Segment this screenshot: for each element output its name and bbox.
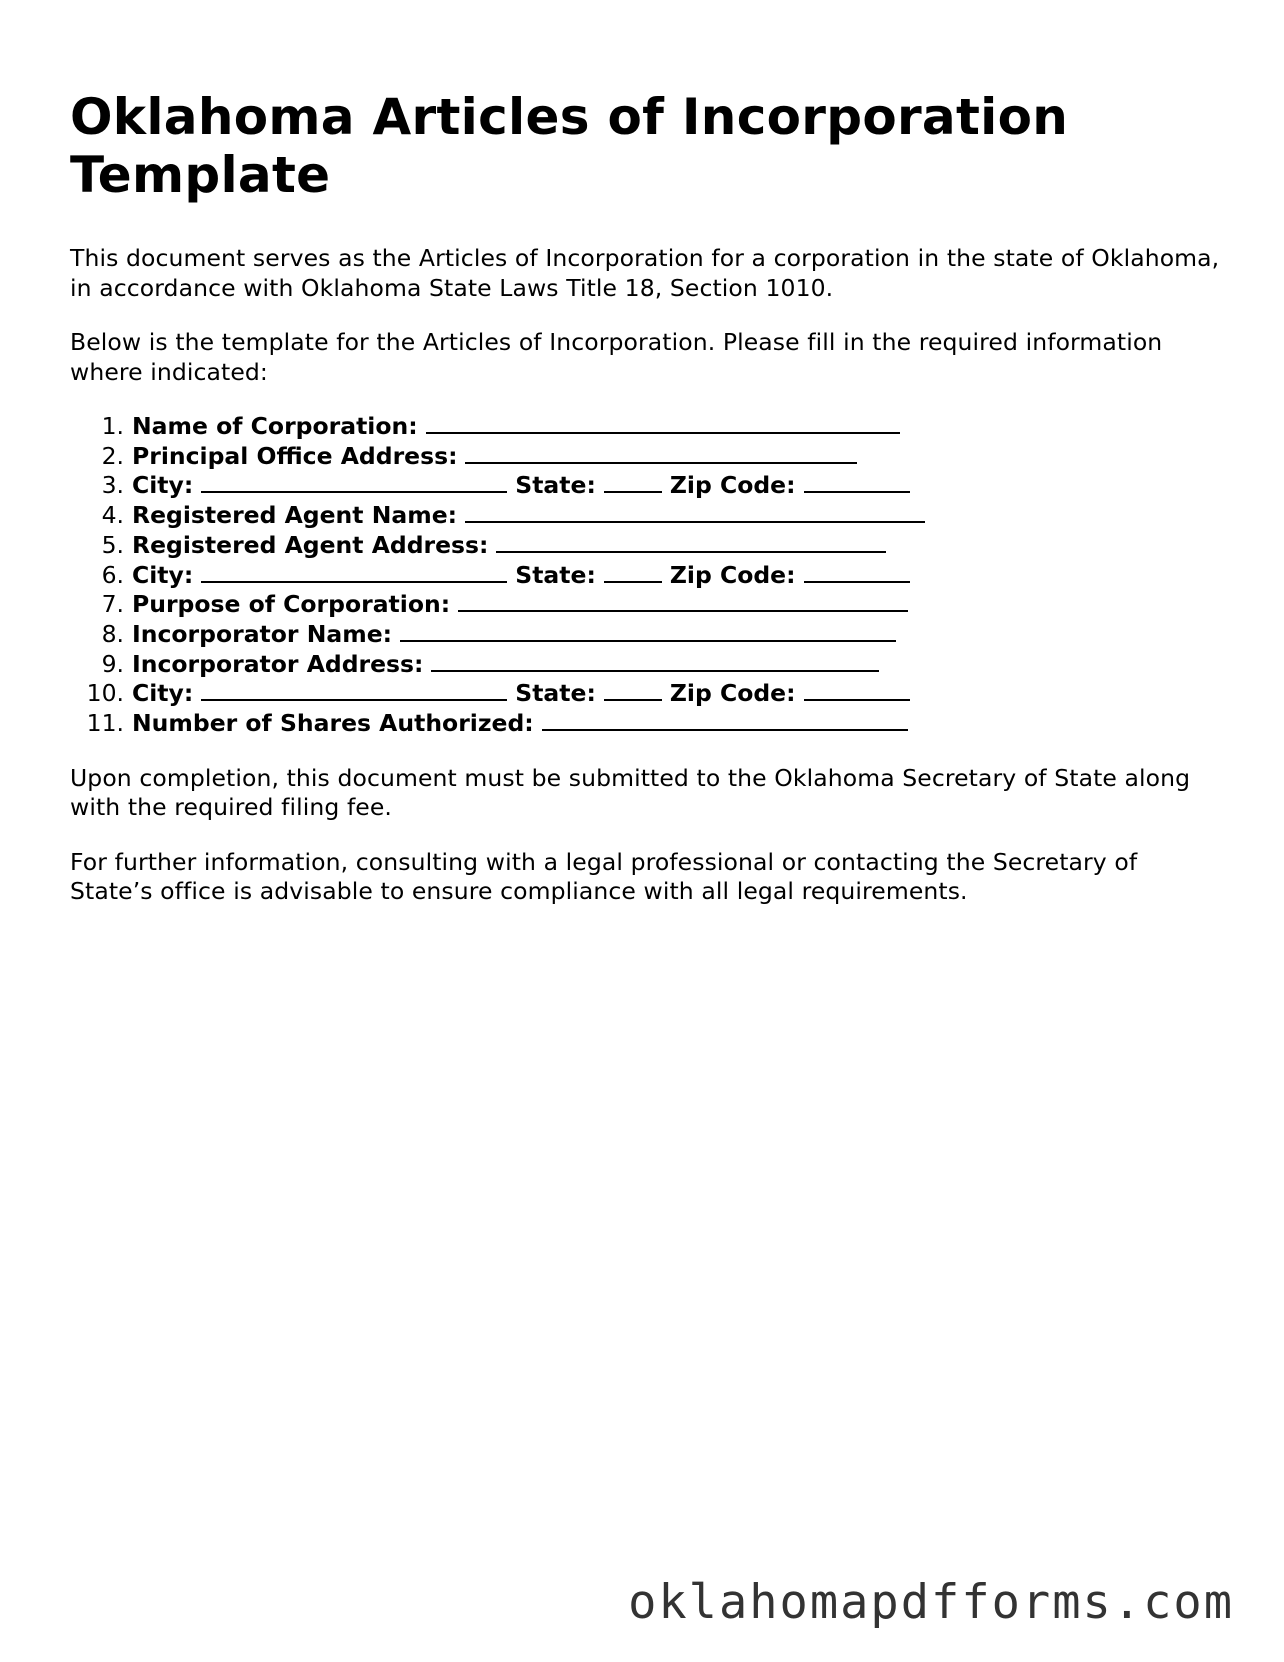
instructions-paragraph: Below is the template for the Articles of Incorporation. Please fill in the required information where indicated: <box>70 328 1163 386</box>
field-label: Incorporator Name: <box>132 619 393 648</box>
zip-blank-line[interactable] <box>804 679 910 701</box>
site-watermark: oklahomapdfforms.com <box>628 1575 1234 1630</box>
state-blank-line[interactable] <box>604 561 662 583</box>
city-blank-line[interactable] <box>201 561 507 583</box>
document-title: Oklahoma Articles of Incorporation Template <box>70 88 1069 204</box>
field-incorporator-address <box>70 650 1220 680</box>
field-label: Registered Agent Name: <box>132 501 458 530</box>
city-blank-line[interactable] <box>201 471 507 493</box>
blank-line[interactable] <box>465 442 857 464</box>
field-number: 8. <box>101 619 124 648</box>
field-label: City: <box>132 679 194 708</box>
zip-label: Zip Code: <box>669 560 796 589</box>
intro-paragraph: This document serves as the Articles of Incorporation for a corporation in the state of Oklahoma, in accordance with Oklahoma State Laws Title 18, Section 1010. <box>70 244 1220 302</box>
field-label: City: <box>132 471 194 500</box>
field-number: 3. <box>101 471 124 500</box>
field-registered-agent-name <box>70 501 1220 531</box>
blank-line[interactable] <box>400 620 896 642</box>
field-city-state-zip-2 <box>70 561 1220 591</box>
field-incorporator-name <box>70 620 1220 650</box>
blank-line[interactable] <box>542 709 908 731</box>
blank-line[interactable] <box>496 531 886 553</box>
advice-paragraph: For further information, consulting with a legal professional or contacting the Secretary of State’s office is advisable to ensure compliance with all legal requirements. <box>70 847 1138 906</box>
submission-paragraph: Upon completion, this document must be submitted to the Oklahoma Secretary of State along with the required filing fee. <box>70 763 1191 822</box>
state-label: State: <box>515 471 596 500</box>
zip-blank-line[interactable] <box>804 561 910 583</box>
city-blank-line[interactable] <box>201 679 507 701</box>
blank-line[interactable] <box>426 412 900 434</box>
field-label: Name of Corporation: <box>132 412 418 440</box>
blank-line[interactable] <box>465 501 925 523</box>
zip-blank-line[interactable] <box>804 471 910 493</box>
field-registered-agent-address <box>70 531 1220 561</box>
zip-label: Zip Code: <box>669 471 796 500</box>
field-principal-office-address <box>70 442 1220 472</box>
field-number: 7. <box>101 590 124 619</box>
field-number: 11. <box>86 709 124 738</box>
field-name-of-corporation <box>70 412 1220 442</box>
state-blank-line[interactable] <box>604 679 662 701</box>
field-number: 5. <box>101 530 124 559</box>
field-label: Registered Agent Address: <box>132 530 489 559</box>
field-label: Incorporator Address: <box>132 649 424 678</box>
field-label: Principal Office Address: <box>132 441 458 470</box>
field-city-state-zip-3 <box>70 679 1220 709</box>
field-number: 2. <box>101 441 124 470</box>
state-label: State: <box>515 679 596 708</box>
blank-line[interactable] <box>458 590 908 612</box>
zip-label: Zip Code: <box>669 679 796 708</box>
field-label: Purpose of Corporation: <box>132 590 451 619</box>
field-list <box>70 412 1220 739</box>
blank-line[interactable] <box>431 650 879 672</box>
field-number: 4. <box>101 501 124 530</box>
field-number-of-shares <box>70 709 1220 739</box>
field-number: 6. <box>101 560 124 589</box>
field-city-state-zip-1 <box>70 471 1220 501</box>
field-number: 9. <box>101 649 124 678</box>
document-page <box>70 88 1220 932</box>
field-label: City: <box>132 560 194 589</box>
field-purpose-of-corporation <box>70 590 1220 620</box>
state-label: State: <box>515 560 596 589</box>
field-label: Number of Shares Authorized: <box>132 709 534 738</box>
field-number: 1. <box>101 412 124 440</box>
state-blank-line[interactable] <box>604 471 662 493</box>
field-number: 10. <box>86 679 124 708</box>
